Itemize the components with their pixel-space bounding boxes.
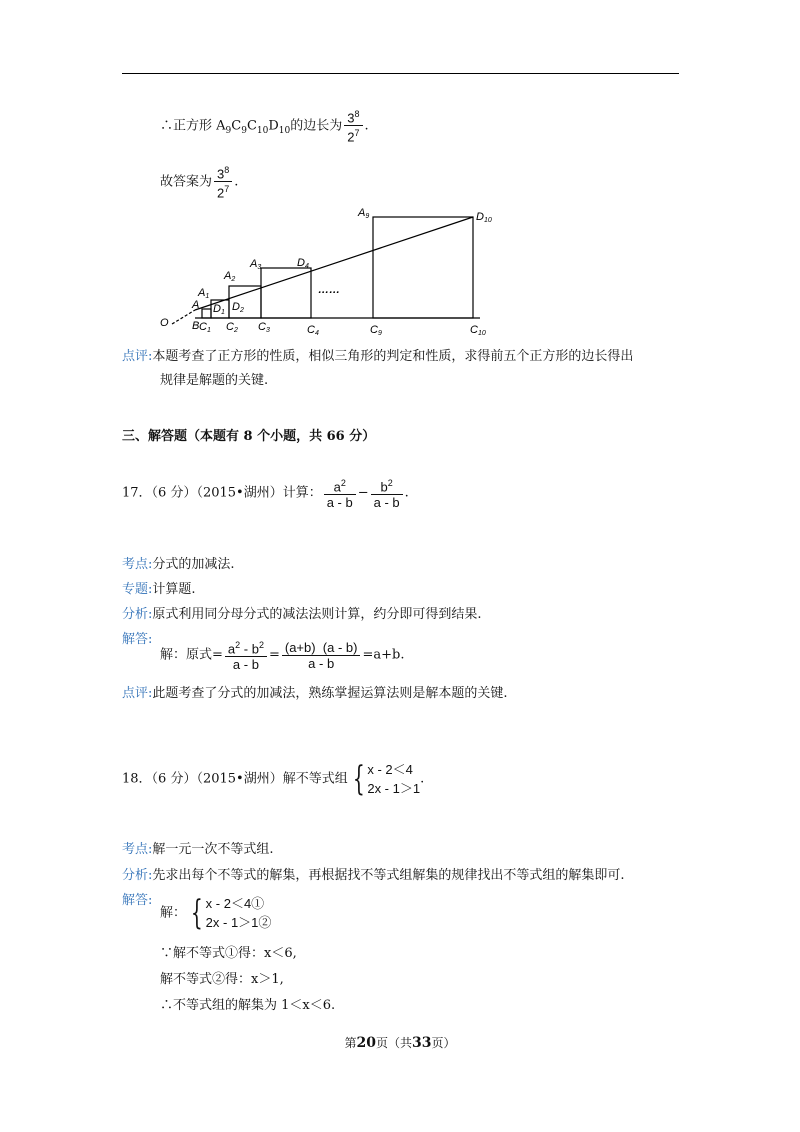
square-side-line: ∴正方形 $A_9C_9C_{10}D_{10}$的边长为 $\frac{3^8}{2^7}$ . [160,109,369,145]
brace-icon: { [352,759,365,799]
header-rule [122,73,679,74]
squares-figure [150,200,500,340]
q18-step3: ∴不等式组的解集为 1＜x＜6. [160,998,336,1013]
q18-step2: 解不等式②得：x＞1, [160,972,284,987]
q17-kaodian: 考点:分式的加减法. [122,557,235,572]
q17-dianping: 点评:此题考查了分式的加减法，熟练掌握运算法则是解本题的关键. [122,686,508,701]
brace-icon-2: { [190,893,203,933]
q17-zhuanti: 专题:计算题. [122,582,196,597]
section-3-title: 三、解答题（本题有 8 个小题，共 66 分） [122,429,376,444]
q18-fenxi: 分析:先求出每个不等式的解集，再根据找不等式组解集的规律找出不等式组的解集即可. [122,868,625,883]
q18-system: x - 2＜4 2x - 1＞1 [367,762,421,796]
label-C1: C1 [199,321,211,334]
q18-answer-system: 解： { x - 2＜4① 2x - 1＞1② [160,893,272,933]
answer-line: 故答案为 $\frac{3^8}{2^7}$ . [160,165,239,201]
ellipsis-dots: …… [318,284,340,296]
q18-jieda-label: 解答: [122,893,153,908]
answer-fraction: $\frac{3^8}{2^7}$ [214,163,232,201]
square-4 [261,268,311,318]
q17-solution: 解：原式= $\frac{a^2 - b^2}{a - b}$ = $\frac{(a+b) (a - b)}{a - b}$ =a+b. [160,639,405,673]
q17-solution-fraction-2: $\frac{(a+b) (a - b)}{a - b}$ [282,640,361,671]
label-D1: D1 [213,303,225,316]
q17-fenxi: 分析:原式利用同分母分式的减法法则计算，约分即可得到结果. [122,607,482,622]
q18-stem: 18．（6 分）（2015•湖州）解不等式组 { x - 2＜4 2x - 1＞1 . [122,759,425,799]
q18-kaodian: 考点:解一元一次不等式组. [122,842,274,857]
label-D2: D2 [232,301,244,314]
label-A1: A1 [198,287,210,300]
q18-answer-system-lines: x - 2＜4① 2x - 1＞1② [205,896,272,930]
fraction-3-8-over-2-7: $\frac{3^8}{2^7}$ [344,107,362,145]
label-A9: A9 [358,207,370,220]
square-1 [202,309,211,318]
label-D4: D4 [297,257,309,270]
label-A3: A3 [250,258,262,271]
label-A2: A2 [224,270,236,283]
review-1-line1: 点评:本题考查了正方形的性质，相似三角形的判定和性质，求得前五个正方形的边长得出 [122,349,634,364]
label-C9: C9 [370,324,382,337]
label-C3: C3 [258,321,270,334]
label-B: B [192,320,200,332]
label-C2: C2 [226,321,238,334]
page-footer: 第20页（共33页） [344,1035,456,1051]
q17-fraction-2: $\frac{b^2}{a - b}$ [371,476,403,510]
label-D10: D10 [476,211,492,224]
label-O: O [160,317,169,329]
label-A: A [192,299,200,311]
label-C10: C10 [470,324,486,337]
q18-step1: ∵解不等式①得：x＜6, [160,946,297,961]
label-C4: C4 [307,324,319,337]
diagonal-line [195,217,473,310]
q17-stem: 17．（6 分）（2015•湖州）计算： $\frac{a^2}{a - b}$ − $\frac{b^2}{a - b}$ . [122,478,409,511]
q17-jieda-label: 解答: [122,632,153,647]
review-1-line2: 规律是解题的关键. [160,373,269,388]
q17-solution-fraction-1: $\frac{a^2 - b^2}{a - b}$ [225,638,267,672]
q17-fraction-1: $\frac{a^2}{a - b}$ [324,476,356,510]
square-10 [373,217,473,318]
